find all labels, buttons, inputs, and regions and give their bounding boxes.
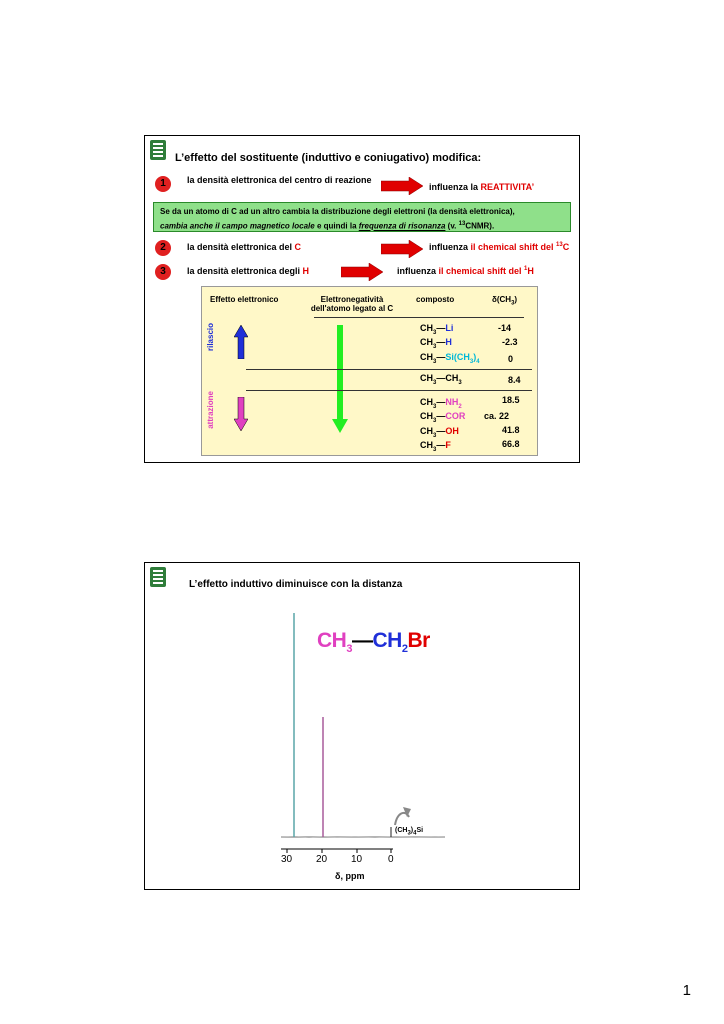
- tick-10: 10: [351, 854, 363, 865]
- compound-row: $CH_3—OH$: [420, 426, 459, 439]
- label-release: rilascio: [206, 323, 215, 352]
- info-box: Se da un atomo di C ad un altro cambia la distribuzione degli elettroni (la densità elettronica), cambia anche il campo magnetico locale e quindi la frequenza di risonanza (v. $^{13}$CNMR).: [153, 202, 571, 232]
- arrow-right-icon: [341, 263, 383, 281]
- arrow-down-magenta-icon: [234, 397, 248, 431]
- row-divider: [246, 390, 532, 391]
- item-3-right: influenza il chemical shift del $^1$H: [397, 266, 534, 276]
- delta-value: -14: [498, 323, 512, 333]
- compound-row: $CH_3—H$: [420, 337, 452, 350]
- item-number-3: 3: [155, 264, 171, 280]
- delta-value: -2.3: [502, 337, 518, 347]
- nmr-spectrum: [275, 603, 575, 883]
- compound-row: $CH_3—Li$: [420, 323, 454, 336]
- slide-title: L’effetto del sostituente (induttivo e coniugativo) modifica:: [175, 152, 482, 164]
- substituent-table: [201, 286, 538, 456]
- delta-value: 41.8: [502, 425, 520, 435]
- tick-30: 30: [281, 854, 293, 865]
- label-attraction: attrazione: [206, 391, 215, 429]
- book-logo-icon: [149, 566, 167, 588]
- axis-label: δ, ppm: [335, 871, 365, 881]
- arrow-right-icon: [381, 240, 423, 258]
- delta-value: 0: [508, 354, 514, 364]
- slide-1: [144, 135, 580, 463]
- compound-row: $CH_3—NH_2$: [420, 397, 462, 410]
- item-3-left: la densità elettronica degli H: [187, 266, 310, 276]
- formula-ch3ch2br: $CH_3—CH_2Br$: [317, 629, 430, 656]
- arrow-down-green-icon: [332, 325, 348, 433]
- item-2-right: influenza il chemical shift del $^{13}$C: [429, 242, 570, 252]
- item-1-left: la densità elettronica del centro di reazione: [187, 175, 372, 185]
- tick-0: 0: [388, 854, 394, 865]
- arrow-right-icon: [381, 177, 423, 195]
- delta-value: ca. 22: [484, 411, 510, 421]
- row-divider: [246, 369, 532, 370]
- item-number-2: 2: [155, 240, 171, 256]
- header-effect: Effetto elettronico: [210, 295, 279, 304]
- delta-value: 18.5: [502, 395, 520, 405]
- slide-title: L’effetto induttivo diminuisce con la distanza: [189, 579, 403, 590]
- slide-2: [144, 562, 580, 890]
- header-delta: $\delta(CH_3)$: [492, 295, 518, 307]
- item-number-1: 1: [155, 176, 171, 192]
- header-divider: [314, 317, 524, 318]
- compound-row: $CH_3—Si(CH_3)_4$: [420, 352, 480, 365]
- item-2-left: la densità elettronica del C: [187, 242, 302, 252]
- header-electroneg: Elettronegatività dell'atomo legato al C: [310, 295, 394, 313]
- page-number: 1: [682, 982, 691, 999]
- delta-value: 8.4: [508, 375, 521, 385]
- compound-row: $CH_3—F$: [420, 440, 451, 453]
- arrow-up-icon: [234, 325, 248, 359]
- compound-row: $CH_3—CH_3$: [420, 373, 462, 386]
- tick-20: 20: [316, 854, 328, 865]
- tms-label: $(CH_3)_4Si$: [395, 827, 424, 837]
- compound-row: $CH_3—COR$: [420, 411, 466, 424]
- item-1-right: influenza la REATTIVITA’: [429, 182, 535, 192]
- delta-value: 66.8: [502, 439, 520, 449]
- book-logo-icon: [149, 139, 167, 161]
- header-compound: composto: [416, 295, 455, 304]
